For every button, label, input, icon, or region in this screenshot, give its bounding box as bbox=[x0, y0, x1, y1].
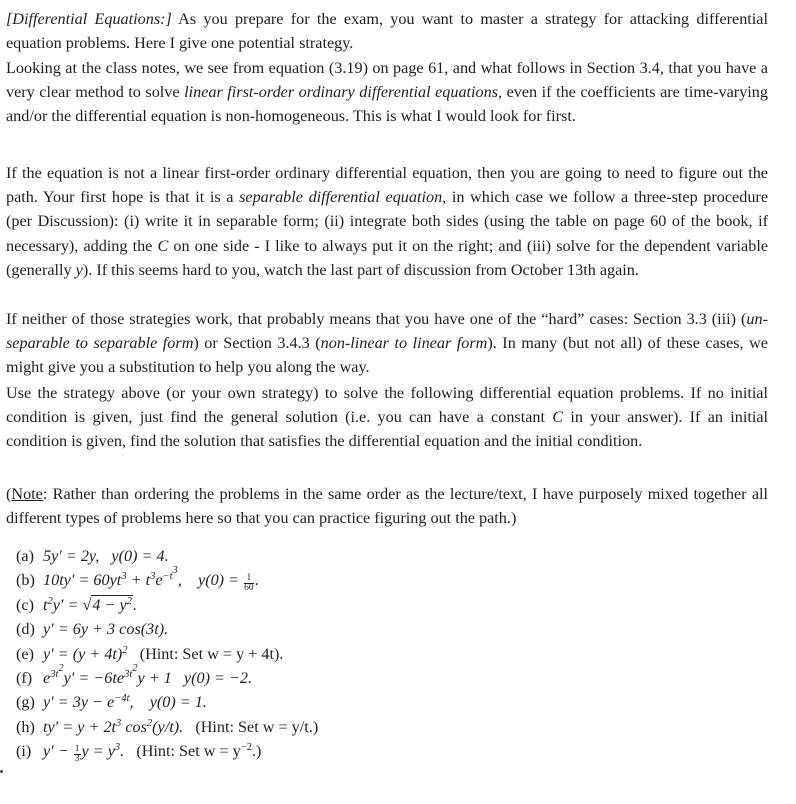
problem-equation: y′ − $\frac{1}{3}$ $y = y^3$. bbox=[43, 742, 125, 765]
hint-text: (Hint: Set $w = y^{-2}$.) bbox=[136, 742, 262, 761]
problem-label: (i) bbox=[16, 742, 32, 761]
problem-f bbox=[16, 662, 776, 690]
note-text: : Rather than ordering the problems in the same order as the lecture/text, I have purposely mixed together all different types of problems here so that you can practice figuring out the path.) bbox=[6, 485, 768, 528]
problem-label: (c) bbox=[16, 595, 34, 614]
p5-text-b: in your answer). If an initial condition is given, find the solution that satisfies the differential equation and the initial condition. bbox=[6, 408, 768, 451]
initial-condition-text: y(0) = bbox=[198, 571, 240, 590]
initial-condition: y(0) = 4. bbox=[111, 547, 169, 565]
problem-equation: $ty' = y + 2t^3$ $\cos^2(y/t)$. bbox=[43, 717, 184, 736]
problem-label: (h) bbox=[16, 717, 35, 736]
p3-text-b: , in which case we follow a three-step procedure (per Discussion): (i) write it in separable form; (ii) integrate both sides (using the table on page 60 of the book, if necessary), adding the bbox=[6, 188, 769, 255]
p3-constant-c: C bbox=[157, 236, 169, 255]
problem-g bbox=[16, 690, 776, 714]
p3-emphasis: separable differential equation bbox=[239, 188, 443, 207]
problem-d bbox=[16, 617, 776, 641]
hint-text: (Hint: Set w = y/t.) bbox=[195, 717, 319, 736]
problem-label: (a) bbox=[16, 547, 34, 565]
fraction-1-3: $\frac{1}{3}$ bbox=[74, 744, 80, 765]
separable-paragraph bbox=[6, 161, 768, 282]
p2-text-b: , even if the coefficients are time-varying and/or the differential equation is non-homogeneous. This is what I would look for first. bbox=[6, 83, 768, 126]
problem-equation: $10ty' = 60yt^3 + t^3e^{-t^3}$, bbox=[43, 565, 182, 590]
problem-label: (e) bbox=[16, 644, 34, 663]
sqrt-expression: $√4 - y^2$ bbox=[82, 595, 132, 614]
problem-i bbox=[16, 739, 776, 763]
intro-text: As you prepare for the exam, you want to master a strategy for attacking differential equation problems. Here I give one potential strategy. bbox=[6, 10, 768, 53]
problem-label: (d) bbox=[16, 620, 35, 639]
problem-equation: $e^{3t^2}y' = -6te^{3t^2}y + 1$ bbox=[43, 662, 172, 687]
p2-emphasis: linear first-order ordinary differential equations bbox=[184, 83, 499, 102]
problem-equation: y′ = 6y + 3 cos(3t). bbox=[43, 620, 169, 639]
p5-constant-c: C bbox=[552, 408, 564, 427]
p4-emphasis-1: un-separable to separable form bbox=[6, 310, 768, 353]
p2-text-a: Looking at the class notes, we see from equation (3.19) on page 61, and what follows in Section 3.4, that you have a very clear method to solve bbox=[6, 59, 768, 102]
p4-text-a: If neither of those strategies work, that probably means that you have one of the “hard” cases: Section 3.3 (iii) ( bbox=[6, 310, 747, 328]
initial-condition: y(0) = −2. bbox=[183, 668, 253, 687]
note-paragraph bbox=[6, 482, 768, 530]
p3-variable-y: y bbox=[75, 260, 83, 279]
note-open-paren: ( bbox=[6, 485, 12, 503]
intro-paragraph bbox=[6, 7, 768, 55]
problem-label: (g) bbox=[16, 693, 35, 712]
margin-dot bbox=[0, 770, 3, 773]
problem-h bbox=[16, 715, 776, 739]
linear-method-paragraph bbox=[6, 56, 768, 129]
problem-label: (f) bbox=[16, 668, 33, 687]
problem-equation: 5y′ = 2y, bbox=[43, 547, 100, 565]
problem-equation: $t^2y' = √4 - y^2$. bbox=[43, 596, 137, 614]
hint-text: (Hint: Set w = y + 4t). bbox=[139, 644, 284, 663]
problem-list bbox=[16, 544, 776, 764]
problem-equation: $y' = (y + 4t)^2$ bbox=[43, 644, 128, 663]
p4-text-b: ) or Section 3.4.3 ( bbox=[193, 334, 321, 353]
fraction-1-60: $\frac{1}{60}$ bbox=[244, 573, 254, 594]
p3-text-d: ). If this seems hard to you, watch the last part of discussion from October 13th again. bbox=[82, 260, 639, 279]
problem-label: (b) bbox=[16, 571, 35, 590]
problem-equation: $y' = 3y - e^{-4t}$, bbox=[43, 693, 134, 712]
p3-text-a: If the equation is not a linear first-order ordinary differential equation, then you are going to need to figure out the path. Your first hope is that it is a bbox=[6, 164, 768, 207]
initial-condition: y(0) = $\frac{1}{60}$ . bbox=[198, 571, 259, 594]
p4-text-c: ). In many (but not all) of these cases, we might give you a substitution to help you along the way. bbox=[6, 334, 768, 377]
problem-a bbox=[16, 544, 776, 568]
hint-text-pre: (Hint: Set w = y bbox=[136, 742, 241, 761]
hard-cases-paragraph bbox=[6, 307, 768, 380]
problem-c bbox=[16, 593, 776, 617]
hint-text-post: .) bbox=[251, 742, 262, 761]
note-heading: Note bbox=[11, 485, 43, 503]
intro-label: [Differential Equations:] bbox=[6, 10, 172, 28]
problem-b bbox=[16, 565, 776, 594]
p4-emphasis-2: non-linear to linear form bbox=[320, 334, 488, 353]
initial-condition: y(0) = 1. bbox=[149, 693, 207, 712]
instructions-paragraph bbox=[6, 381, 768, 454]
problem-e bbox=[16, 642, 776, 666]
p3-text-c: on one side - I like to always put it on the right; and (iii) solve for the dependent variable (generally bbox=[6, 236, 769, 279]
p5-text-a: Use the strategy above (or your own strategy) to solve the following differential equation problems. If no initial condition is given, just find the general solution (i.e. you can have a constant bbox=[6, 384, 768, 427]
